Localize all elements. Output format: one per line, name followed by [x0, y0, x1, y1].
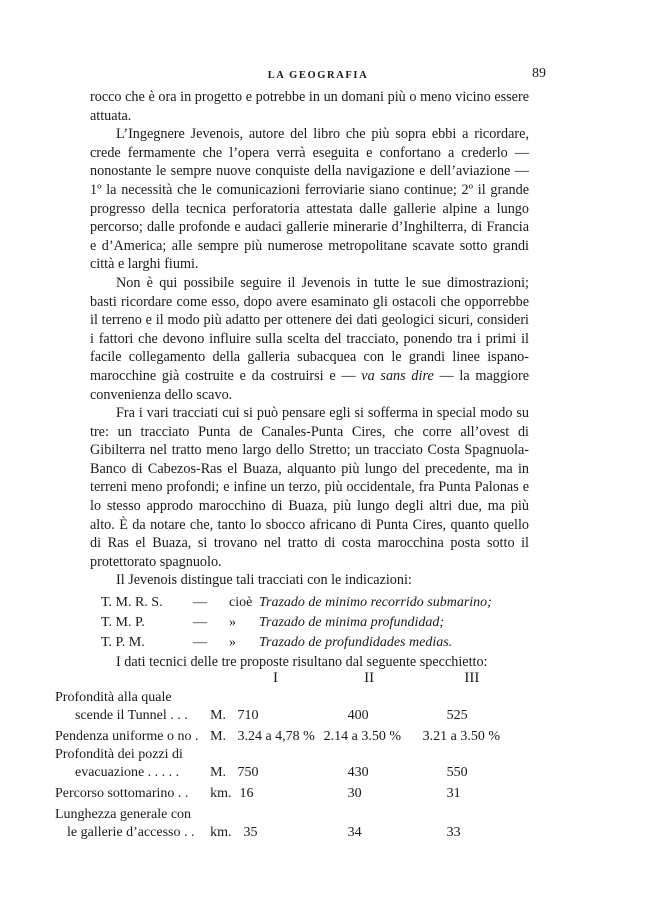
- paragraph-5: Il Jevenois distingue tali tracciati con le indicazioni:: [116, 572, 412, 589]
- unit-cell: km.: [210, 825, 232, 840]
- abbreviation-code: T. M. P.: [101, 615, 145, 631]
- paragraph-3-text-end: — la maggiore convenienza dello scavo.: [90, 367, 529, 403]
- table-row: [55, 824, 525, 842]
- abbreviation-row: [101, 593, 492, 613]
- paragraph-3-italic: va sans dire: [361, 367, 434, 384]
- table-row: [55, 707, 525, 725]
- unit-cell: M.: [210, 765, 227, 780]
- table-cell: 400: [347, 708, 369, 723]
- table-cell: 2.14 a 3.50 %: [323, 729, 402, 744]
- abbreviation-description: Trazado de minimo recorrido submarino;: [259, 595, 492, 611]
- table-cell: 525: [446, 708, 468, 723]
- table-row: [55, 803, 525, 824]
- abbreviation-code: T. M. R. S.: [101, 595, 163, 611]
- abbreviation-row: [101, 633, 492, 653]
- abbreviation-list: [101, 593, 492, 653]
- table-cell: 34: [347, 825, 362, 840]
- page-number: 89: [532, 66, 546, 81]
- row-label: Percorso sottomarino . .: [55, 786, 189, 801]
- unit-cell: M.: [210, 729, 227, 744]
- paragraph-3: [90, 274, 529, 404]
- abbreviation-description: Trazado de minima profundidad;: [259, 615, 444, 631]
- abbreviation-code: T. P. M.: [101, 635, 145, 651]
- table-cell: 3.21 a 3.50 %: [422, 729, 501, 744]
- table-row: [55, 782, 525, 803]
- abbreviation-description: Trazado de profundidades medias.: [259, 635, 453, 651]
- paragraph-3-text: Non è qui possibile seguire il Jevenois in tutte le sue dimostrazioni; basti ricordare come esso, dopo avere esaminato gli ostacoli che opporrebbe il terreno e il modo più adatto per ottenere dei dati geologici sicuri, consideri i fattori che devono influire sulla scelta del tracciato, ponendo tra i primi il facile collegamento della galleria subacquea con le grandi linee ispano-marocchine già costruite e da costruirsi e —: [90, 274, 529, 384]
- table-cell: 430: [347, 765, 369, 780]
- abbreviation-row: [101, 613, 492, 633]
- paragraph-1: rocco che è ora in progetto e potrebbe in un domani più o meno vicino essere attuata.: [90, 89, 529, 124]
- table-cell: 16: [239, 786, 254, 801]
- table-header-row: [55, 670, 525, 689]
- running-title: LA GEOGRAFIA: [267, 70, 369, 81]
- table-cell: 30: [347, 786, 362, 801]
- table-row: [55, 689, 525, 707]
- row-label: evacuazione . . . . .: [75, 765, 180, 780]
- row-label: Pendenza uniforme o no .: [55, 729, 199, 744]
- unit-cell: km.: [210, 786, 232, 801]
- paragraph-4: Fra i vari tracciati cui si può pensare egli si sofferma in special modo su tre: un tracciato Punta de Canales-Punta Cires, che corre all’ovest di Gibilterra nel tratto meno largo dello Stretto; un tracciato Costa Spagnuola-Banco di Cabezos-Ras el Buaza, alquanto più lungo del precedente, ma in terreni meno profondi; e infine un terzo, più occidentale, fra Punta Palonas e lo stesso approdo marocchino di Buaza, più lungo degli altri due, ma più alto. È da notare che, tanto lo sbocco africano di Punta Cires, quanto quello di Ras el Buaza, si trovano nel tratto di costa marocchina posta sotto il protettorato spagnuolo.: [90, 405, 529, 570]
- row-label: Lunghezza generale con: [55, 807, 192, 822]
- table-cell: 3.24 a 4,78 %: [237, 729, 315, 744]
- column-header: III: [464, 670, 480, 686]
- row-label: scende il Tunnel . . .: [75, 708, 188, 723]
- column-header: II: [364, 670, 375, 686]
- abbreviation-dash: —: [193, 595, 207, 611]
- table-row: [55, 746, 525, 764]
- table-cell: 710: [237, 708, 259, 723]
- technical-data-table: [55, 670, 525, 842]
- row-label: Profondità dei pozzi di: [55, 747, 183, 762]
- column-header: I: [273, 670, 279, 686]
- row-label: le gallerie d’accesso . .: [67, 825, 195, 840]
- table-row: [55, 764, 525, 782]
- page-header: [90, 66, 546, 86]
- table-cell: 35: [243, 825, 258, 840]
- table-cell: 550: [446, 765, 468, 780]
- paragraph-6: I dati tecnici delle tre proposte risultano dal seguente specchietto:: [116, 654, 488, 671]
- paragraph-2: L’Ingegnere Jevenois, autore del libro che più sopra ebbi a ricordare, crede fermamente che l’opera verrà eseguita e confortano a crederlo — nonostante le sempre nuove conquiste della navigazione e dell’aviazione — 1º la necessità che le comunicazioni ferroviarie siano continue; 2º il grande progresso della tecnica perforatoria attestata dalle gallerie alpine a lungo percorso; dalle profonde e audaci gallerie minerarie d’Inghilterra, di Francia e d’America; alle sempre più numerose metropolitane scavate sotto grandi città e larghi fiumi.: [90, 126, 529, 273]
- table-row: [55, 725, 525, 746]
- body-text: [90, 88, 529, 672]
- table-cell: 750: [237, 765, 259, 780]
- unit-cell: M.: [210, 708, 227, 723]
- table-cell: 31: [446, 786, 461, 801]
- row-label: Profondità alla quale: [55, 690, 172, 705]
- abbreviation-dash: —: [193, 635, 207, 651]
- table-cell: 33: [446, 825, 461, 840]
- abbreviation-dash: —: [193, 615, 207, 631]
- abbreviation-mark: cioè: [229, 595, 253, 611]
- abbreviation-mark: »: [229, 615, 236, 631]
- abbreviation-mark: »: [229, 635, 236, 651]
